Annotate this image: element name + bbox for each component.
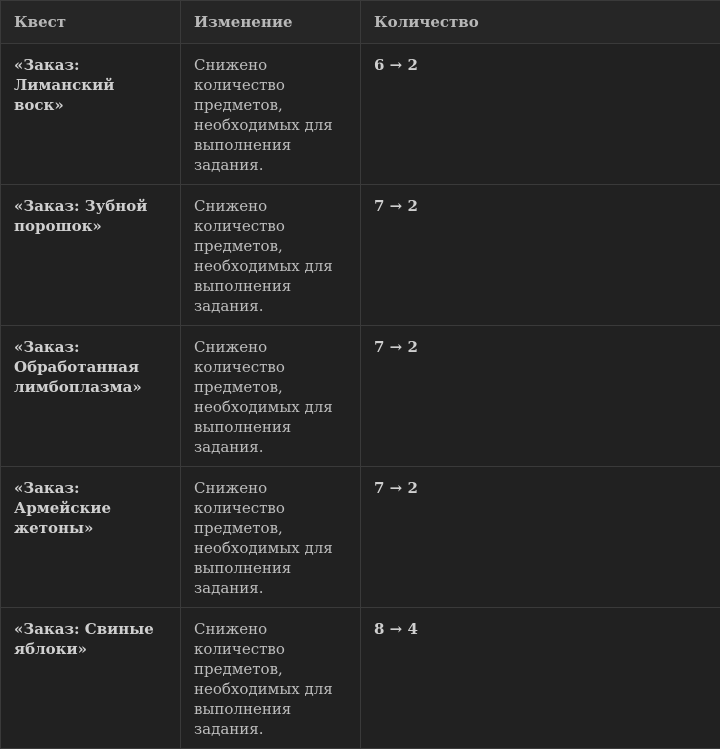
- amount-cell: 8 → 4: [361, 608, 720, 749]
- quest-cell: «Заказ: Свиные яблоки»: [1, 608, 181, 749]
- amount-cell: 7 → 2: [361, 467, 720, 608]
- table-header: [1, 1, 720, 44]
- header-row: [1, 1, 720, 44]
- change-cell: Снижено количество предметов, необходимых для выполнения задания.: [181, 185, 361, 326]
- amount-cell: 6 → 2: [361, 44, 720, 185]
- amount-cell: 7 → 2: [361, 326, 720, 467]
- header-change: Изменение: [181, 1, 361, 44]
- change-cell: Снижено количество предметов, необходимых для выполнения задания.: [181, 326, 361, 467]
- table-row: [1, 44, 720, 185]
- table-body: [1, 44, 720, 749]
- header-amount: Количество: [361, 1, 720, 44]
- quest-cell: «Заказ: Армейские жетоны»: [1, 467, 181, 608]
- quest-cell: «Заказ: Зубной порошок»: [1, 185, 181, 326]
- change-cell: Снижено количество предметов, необходимых для выполнения задания.: [181, 44, 361, 185]
- quest-cell: «Заказ: Обработанная лимбоплазма»: [1, 326, 181, 467]
- amount-cell: 7 → 2: [361, 185, 720, 326]
- change-cell: Снижено количество предметов, необходимых для выполнения задания.: [181, 608, 361, 749]
- change-cell: Снижено количество предметов, необходимых для выполнения задания.: [181, 467, 361, 608]
- quest-cell: «Заказ: Лиманский воск»: [1, 44, 181, 185]
- table-row: [1, 467, 720, 608]
- table-row: [1, 608, 720, 749]
- table-row: [1, 326, 720, 467]
- table-row: [1, 185, 720, 326]
- header-quest: Квест: [1, 1, 181, 44]
